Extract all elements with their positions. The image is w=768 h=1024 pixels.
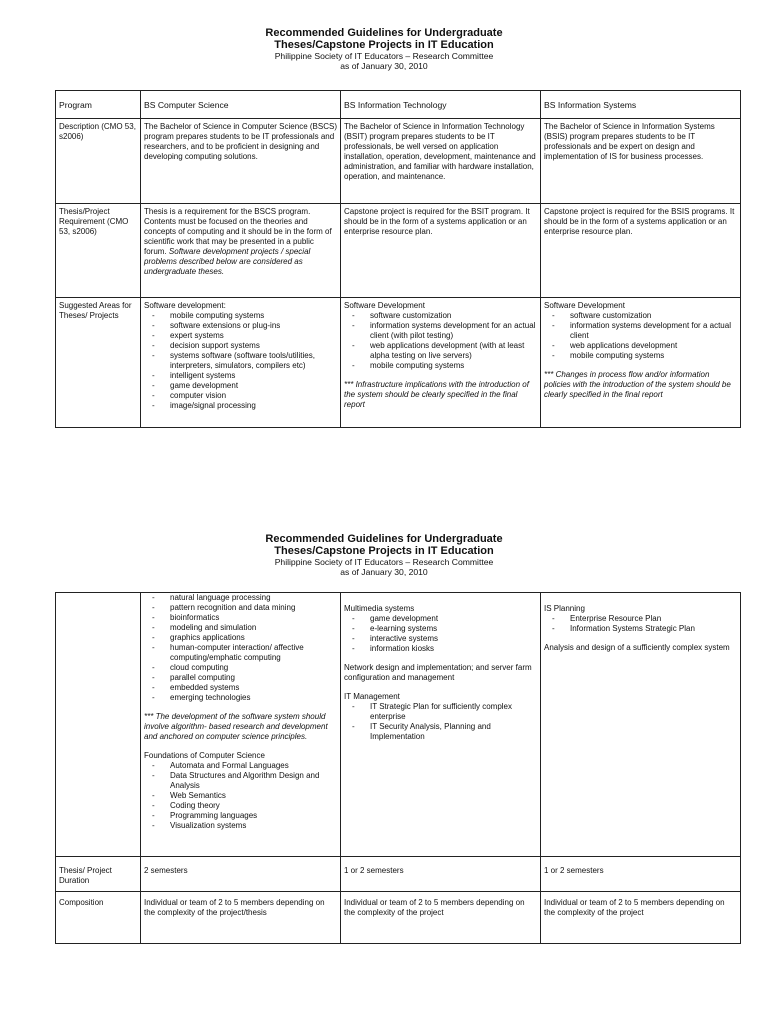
duration-cs: 2 semesters — [141, 857, 341, 892]
list-item: - human-computer interaction/ affective computing/emphatic computing — [152, 643, 337, 663]
list-item: - cloud computing — [152, 663, 337, 673]
areas-is-part-2 — [541, 593, 741, 857]
composition-cs: Individual or team of 2 to 5 members depending on the complexity of the project/thesis — [141, 892, 341, 944]
list-item: - web applications development — [552, 341, 737, 351]
duration-label: Thesis/ Project Duration — [56, 857, 141, 892]
areas-it-multimedia-list — [344, 614, 537, 654]
areas-is-note: *** Changes in process flow and/or information policies with the introduction of the system should be clearly specified in the final report — [544, 370, 731, 399]
list-item: - intelligent systems — [152, 371, 337, 381]
list-item: - information systems development for an actual client (with pilot testing) — [352, 321, 537, 341]
areas-cs-list-2 — [144, 593, 337, 703]
list-item: - software customization — [352, 311, 537, 321]
list-item: - game development — [352, 614, 537, 624]
list-item: - decision support systems — [152, 341, 337, 351]
date-line: as of January 30, 2010 — [340, 567, 428, 577]
composition-it: Individual or team of 2 to 5 members depending on the complexity of the project — [341, 892, 541, 944]
requirement-cs-text: Thesis is a requirement for the BSCS program. Contents must be focused on the theories and concepts of computing and it should be in the form of scientific work that may be presented in a public forum. — [144, 207, 332, 256]
areas-it-list — [344, 311, 537, 371]
areas-cs-note: *** The development of the software system should involve algorithm- based research and development and anchored on computer science principles. — [144, 712, 328, 741]
description-is: The Bachelor of Science in Information Systems (BSIS) program prepares students to be IT professionals and be expert on design and implementation of IS for business processes. — [541, 119, 741, 204]
composition-row — [56, 892, 741, 944]
requirement-row — [56, 204, 741, 298]
areas-label-continued — [56, 593, 141, 857]
guidelines-table-part-1 — [55, 90, 741, 428]
areas-it-mgmt-list — [344, 702, 537, 742]
areas-row-part-1 — [56, 298, 741, 428]
column-header-is: BS Information Systems — [541, 91, 741, 119]
list-item: - e-learning systems — [352, 624, 537, 634]
areas-cs-list-1 — [144, 311, 337, 411]
areas-it-part-2 — [341, 593, 541, 857]
areas-is-heading: Software Development — [544, 301, 625, 310]
list-item: - Visualization systems — [152, 821, 337, 831]
composition-label: Composition — [56, 892, 141, 944]
document-title-line-2: Theses/Capstone Projects in IT Education — [274, 545, 494, 557]
requirement-it: Capstone project is required for the BSIT program. It should be in the form of a systems application or an enterprise resource plan. — [341, 204, 541, 298]
description-label: Description (CMO 53, s2006) — [56, 119, 141, 204]
list-item: - systems software (software tools/utilities, interpreters, simulators, compilers etc) — [152, 351, 337, 371]
list-item: - Data Structures and Algorithm Design and Analysis — [152, 771, 337, 791]
list-item: - parallel computing — [152, 673, 337, 683]
requirement-label: Thesis/Project Requirement (CMO 53, s2006) — [56, 204, 141, 298]
list-item: - mobile computing systems — [352, 361, 537, 371]
areas-cs-part-2 — [141, 593, 341, 857]
areas-it-network: Network design and implementation; and server farm configuration and management — [344, 663, 532, 682]
list-item: - modeling and simulation — [152, 623, 337, 633]
areas-it-heading: Software Development — [344, 301, 425, 310]
duration-is: 1 or 2 semesters — [541, 857, 741, 892]
list-item: - interactive systems — [352, 634, 537, 644]
areas-is-planning-list — [544, 614, 737, 634]
list-item: - web applications development (with at least alpha testing on live servers) — [352, 341, 537, 361]
list-item: - computer vision — [152, 391, 337, 401]
list-item: - game development — [152, 381, 337, 391]
requirement-cs — [141, 204, 341, 298]
document-title-line-2: Theses/Capstone Projects in IT Education — [274, 39, 494, 51]
date-line: as of January 30, 2010 — [340, 61, 428, 71]
list-item: - information kiosks — [352, 644, 537, 654]
list-item: - software extensions or plug-ins — [152, 321, 337, 331]
areas-cs-part-1 — [141, 298, 341, 428]
composition-is: Individual or team of 2 to 5 members depending on the complexity of the project — [541, 892, 741, 944]
list-item: - natural language processing — [152, 593, 337, 603]
list-item: - pattern recognition and data mining — [152, 603, 337, 613]
document-title-line-1: Recommended Guidelines for Undergraduate — [265, 27, 503, 39]
list-item: - expert systems — [152, 331, 337, 341]
areas-cs-foundations-heading: Foundations of Computer Science — [144, 751, 265, 760]
list-item: - software customization — [552, 311, 737, 321]
areas-row-part-2 — [56, 593, 741, 857]
requirement-cs-italic-note: Software development projects / special problems described below are considered as undergraduate theses. — [144, 247, 311, 276]
duration-row — [56, 857, 741, 892]
column-header-it: BS Information Technology — [341, 91, 541, 119]
organization-line: Philippine Society of IT Educators – Research Committee — [274, 557, 494, 567]
column-header-row — [56, 91, 741, 119]
areas-is-analysis: Analysis and design of a sufficiently complex system — [544, 643, 730, 652]
list-item: - Information Systems Strategic Plan — [552, 624, 737, 634]
areas-it-part-1 — [341, 298, 541, 428]
list-item: - mobile computing systems — [552, 351, 737, 361]
list-item: - embedded systems — [152, 683, 337, 693]
areas-it-note: *** Infrastructure implications with the introduction of the system should be clearly specified in the final report — [344, 380, 529, 409]
list-item: - Web Semantics — [152, 791, 337, 801]
page-1-header — [0, 27, 768, 71]
list-item: - IT Strategic Plan for sufficiently complex enterprise — [352, 702, 537, 722]
description-row — [56, 119, 741, 204]
list-item: - Coding theory — [152, 801, 337, 811]
duration-it: 1 or 2 semesters — [341, 857, 541, 892]
list-item: - Enterprise Resource Plan — [552, 614, 737, 624]
list-item: - Programming languages — [152, 811, 337, 821]
areas-is-list — [544, 311, 737, 361]
areas-label: Suggested Areas for Theses/ Projects — [56, 298, 141, 428]
list-item: - emerging technologies — [152, 693, 337, 703]
requirement-is: Capstone project is required for the BSIS programs. It should be in the form of a systems application or an enterprise resource plan. — [541, 204, 741, 298]
areas-it-mgmt-heading: IT Management — [344, 692, 400, 701]
list-item: - image/signal processing — [152, 401, 337, 411]
description-cs: The Bachelor of Science in Computer Science (BSCS) program prepares students to be IT professionals and researchers, and to be proficient in designing and developing computing solutions. — [141, 119, 341, 204]
organization-line: Philippine Society of IT Educators – Research Committee — [274, 51, 494, 61]
list-item: - graphics applications — [152, 633, 337, 643]
areas-cs-foundations-list — [144, 761, 337, 831]
guidelines-table-part-2 — [55, 592, 741, 944]
areas-cs-heading: Software development: — [144, 301, 226, 310]
list-item: - bioinformatics — [152, 613, 337, 623]
list-item: - mobile computing systems — [152, 311, 337, 321]
column-header-program: Program — [56, 91, 141, 119]
document-title-line-1: Recommended Guidelines for Undergraduate — [265, 533, 503, 545]
areas-it-multimedia-heading: Multimedia systems — [344, 604, 415, 613]
areas-is-part-1 — [541, 298, 741, 428]
column-header-cs: BS Computer Science — [141, 91, 341, 119]
list-item: - Automata and Formal Languages — [152, 761, 337, 771]
areas-is-planning-heading: IS Planning — [544, 604, 585, 613]
page-2-header — [0, 533, 768, 577]
list-item: - IT Security Analysis, Planning and Implementation — [352, 722, 537, 742]
description-it: The Bachelor of Science in Information Technology (BSIT) program prepares students to be IT professionals, be well versed on application installation, operation, development, maintenance and administration, and familiar with hardware installation, operation, and maintenance. — [341, 119, 541, 204]
list-item: - information systems development for a actual client — [552, 321, 737, 341]
